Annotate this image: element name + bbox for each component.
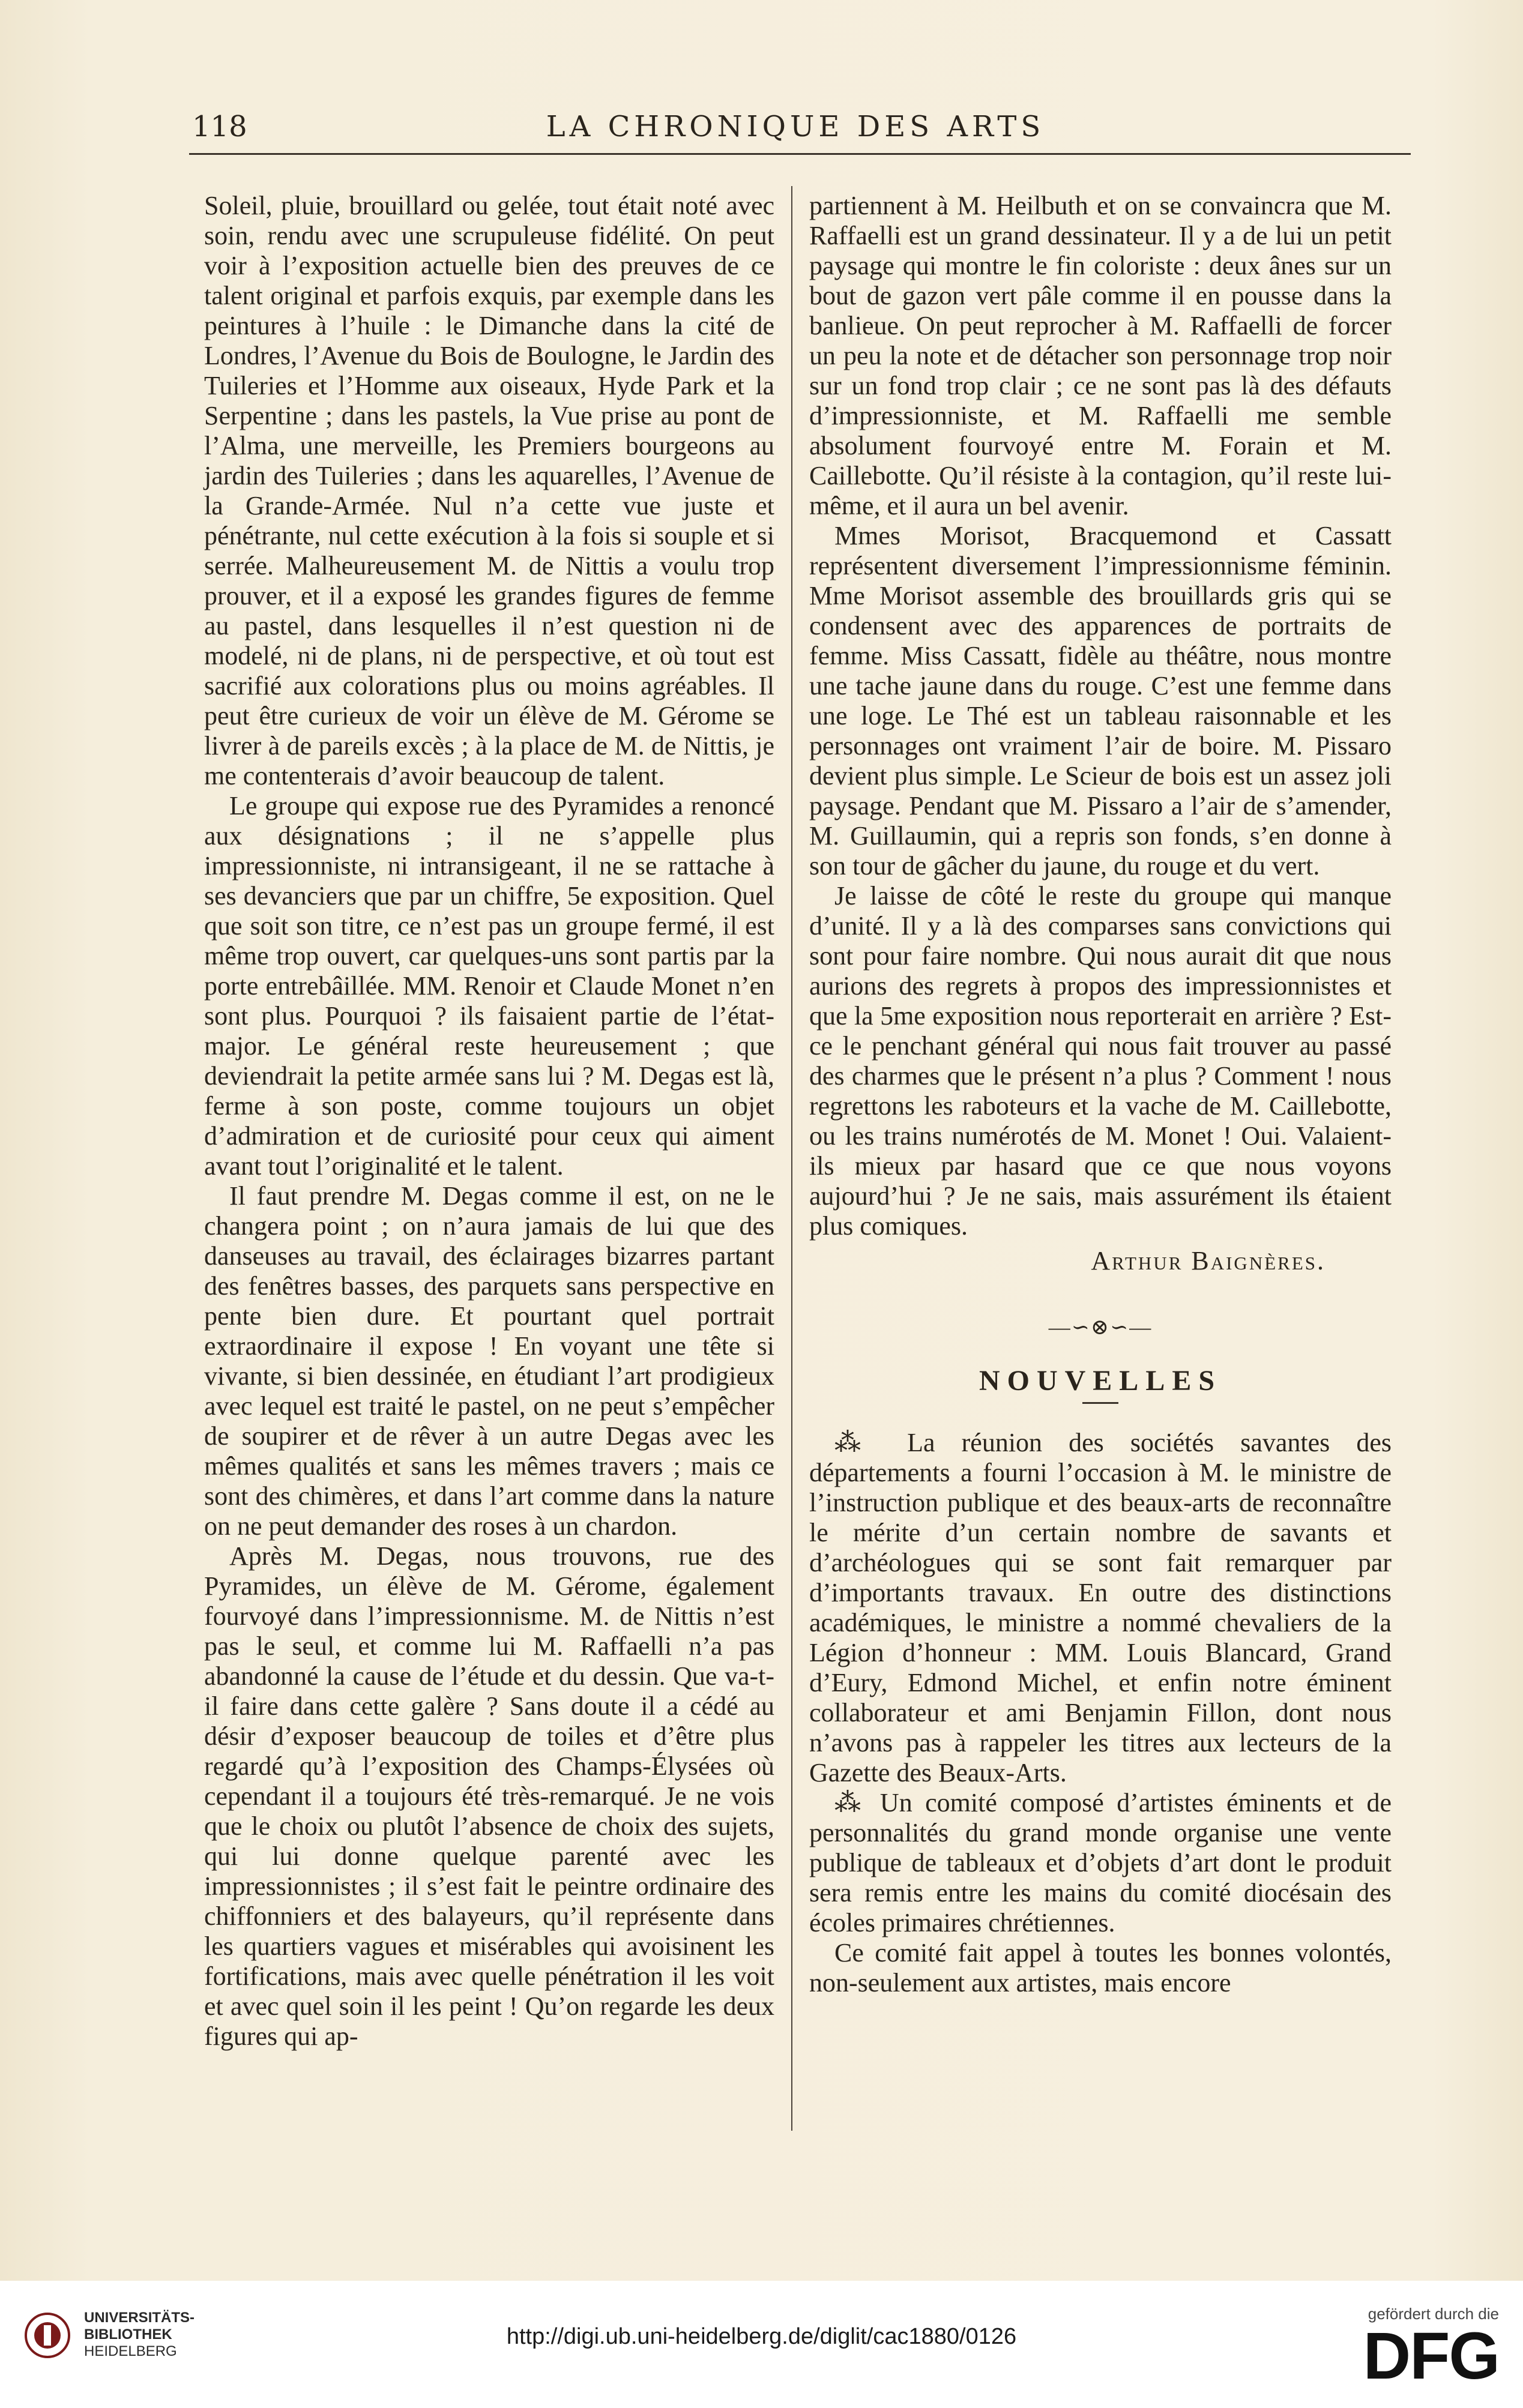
news-item: ⁂ La réunion des sociétés savantes des départements a fourni l’occasion à M. le ministre de l’instruction publique et des beaux-arts de reconnaître le mérite d’un certain nombre de savants et d’archéologues qui se sont fait remarquer par d’importants travaux. En outre des distinctions académiques, le ministre a nommé chevaliers de la Légion d’honneur : MM. Louis Blancard, Grand d’Eury, Edmond Michel, et enfin notre éminent collaborateur et ami Benjamin Fillon, dont nous n’avons pas à rappeler les titres aux lecteurs de la Gazette des Beaux-Arts. [809,1428,1392,1787]
right-column [809,191,1392,1998]
paragraph: Le groupe qui expose rue des Pyramides a renoncé aux désignations ; il ne s’appelle plus impressionniste, ni intransigeant, il ne se rattache à ses devanciers que par un chiffre, 5e exposition. Quel que soit son titre, ce n’est pas un groupe fermé, il est même trop ouvert, car quelques-uns sont partis par la porte entrebâillée. MM. Renoir et Claude Monet n’en sont plus. Pourquoi ? ils faisaient partie de l’état-major. Le général reste heureusement ; que deviendrait la petite armée sans lui ? M. Degas est là, ferme à son poste, comme toujours un objet d’admiration et de curiosité pour ceux qui aiment avant tout l’originalité et le talent. [204,791,774,1181]
ornament-divider: —∽⊗∽— [1048,1315,1153,1339]
column-divider [791,186,792,2131]
news-item: Ce comité fait appel à toutes les bonnes volontés, non-seulement aux artistes, mais encore [809,1938,1392,1997]
funder-note: gefördert durch die [1368,2305,1499,2323]
paragraph: Soleil, pluie, brouillard ou gelée, tout était noté avec soin, rendu avec une scrupuleuse fidélité. On peut voir à l’exposition actuelle bien des preuves de ce talent original et parfois exquis, par exemple dans les peintures à l’huile : le Dimanche dans la cité de Londres, l’Avenue du Bois de Boulogne, le Jardin des Tuileries et l’Homme aux oiseaux, Hyde Park et la Serpentine ; dans les pastels, la Vue prise au pont de l’Alma, une merveille, les Premiers bourgeons au jardin des Tuileries ; dans les aquarelles, l’Avenue de la Grande-Armée. Nul n’a cette vue juste et pénétrante, nul cette exécution à la fois si souple et si serrée. Malheureusement M. de Nittis a voulu trop prouver, et il a exposé les grandes figures de femme au pastel, dans lesquelles il n’est question ni de modelé, ni de plans, ni de perspective, et où tout est sacrifié aux colorations plus ou moins agréables. Il peut être curieux de voir un élève de M. Gérome se livrer à de pareils excès ; à la place de M. de Nittis, je me contenterais d’avoir beaucoup de talent. [204,191,774,790]
dfg-logo: DFG [1363,2319,1499,2393]
viewer-footer [0,2281,1523,2408]
paragraph: partiennent à M. Heilbuth et on se convaincra que M. Raffaelli est un grand dessinateur. Il y a de lui un petit paysage qui montre le fin coloriste : deux ânes sur un bout de gazon vert pâle comme il en pousse dans la banlieue. On peut reprocher à M. Raffaelli de forcer un peu la note et de détacher son personnage trop noir sur un fond trop clair ; ce ne sont pas là des défauts d’impressionniste, et M. Raffaelli me semble absolument fourvoyé entre M. Forain et M. Caillebotte. Qu’il résiste à la contagion, qu’il reste lui-même, et il aura un bel avenir. [809,191,1392,520]
left-column [204,191,774,2051]
journal-title: LA CHRONIQUE DES ARTS [546,110,1045,143]
page-number: 118 [192,110,247,143]
paragraph: Je laisse de côté le reste du groupe qui manque d’unité. Il y a là des comparses sans convictions qui sont pour faire nombre. Qui nous aurait dit que nous aurions des regrets à propos des impressionnistes et que la 5me exposition nous reporterait en arrière ? Est-ce le penchant général qui nous fait trouver au passé des charmes que le présent n’a plus ? Comment ! nous regrettons les raboteurs et la vache de M. Caillebotte, ou les trains numérotés de M. Monet ! Oui. Valaient-ils mieux par hasard que ce que nous voyons aujourd’hui ? Je ne sais, mais assurément ils étaient plus comiques. [809,881,1392,1241]
section-title: NOUVELLES [979,1365,1222,1397]
paragraph: Mmes Morisot, Bracquemond et Cassatt représentent diversement l’impressionnisme féminin. Mme Morisot assemble des brouillards gris qui se condensent avec des apparences de portraits de femme. Miss Cassatt, fidèle au théâtre, nous montre une tache jaune dans du rouge. C’est une femme dans une loge. Le Thé est un tableau raisonnable et les personnages ont vraiment l’air de boire. M. Pissaro devient plus simple. Le Scieur de bois est un assez joli paysage. Pendant que M. Pissaro a l’air de s’amender, M. Guillaumin, qui a repris son fonds, s’en donne à son tour de gâcher du jaune, du rouge et du vert. [809,521,1392,880]
section-dash [1082,1402,1118,1404]
library-name-line: HEIDELBERG [84,2343,177,2359]
header-rule [189,153,1411,155]
author-signature: Arthur Baignères. [1091,1246,1325,1275]
funder-block [1363,2305,1499,2393]
paragraph: Après M. Degas, nous trouvons, rue des Pyramides, un élève de M. Gérome, également fourvoyé dans l’impressionnisme. M. de Nittis n’est pas le seul, et comme lui M. Raffaelli n’a pas abandonné la cause de l’étude et du dessin. Que va-t-il faire dans cette galère ? Sans doute il a cédé au désir d’exposer beaucoup de toiles et d’être plus regardé qu’à l’exposition des Champs-Élysées où cependant il a toujours été très-remarqué. Je ne vois que le choix ou plutôt l’absence de choix des sujets, qui lui donne quelque parenté avec les impressionnistes ; il s’est fait le peintre ordinaire des chiffonniers et des balayeurs, qu’il représente dans les quartiers vagues et misérables qui avoisinent les fortifications, mais avec quelle pénétration il les voit et avec quel soin il les peint ! Qu’on regarde les deux figures qui ap- [204,1541,774,2051]
news-item: ⁂ Un comité composé d’artistes éminents et de personnalités du grand monde organise une vente publique de tableaux et d’objets d’art dont le produit sera remis entre les mains du comité diocésain des écoles primaires chrétiennes. [809,1788,1392,1937]
library-name-line: UNIVERSITÄTS- [84,2310,195,2326]
permalink-url[interactable]: http://digi.ub.uni-heidelberg.de/diglit/cac1880/0126 [506,2324,1017,2349]
paragraph: Il faut prendre M. Degas comme il est, on ne le changera point ; on n’aura jamais de lui que des danseuses au travail, des éclairages bizarres partant des fenêtres basses, des parquets sans perspective en pente bien dure. Et pourtant quel portrait extraordinaire il expose ! En voyant une tête si vivante, si bien dessinée, en étudiant l’art prodigieux avec lequel est traité le pastel, on ne peut s’empêcher de soupirer et de rêver à un autre Degas avec les mêmes qualités et sans les mêmes travers ; mais ce sont des chimères, et dans l’art comme dans la nature on ne peut demander des roses à un chardon. [204,1181,774,1541]
page-header [180,105,1411,141]
library-name-line: BIBLIOTHEK [84,2326,172,2343]
